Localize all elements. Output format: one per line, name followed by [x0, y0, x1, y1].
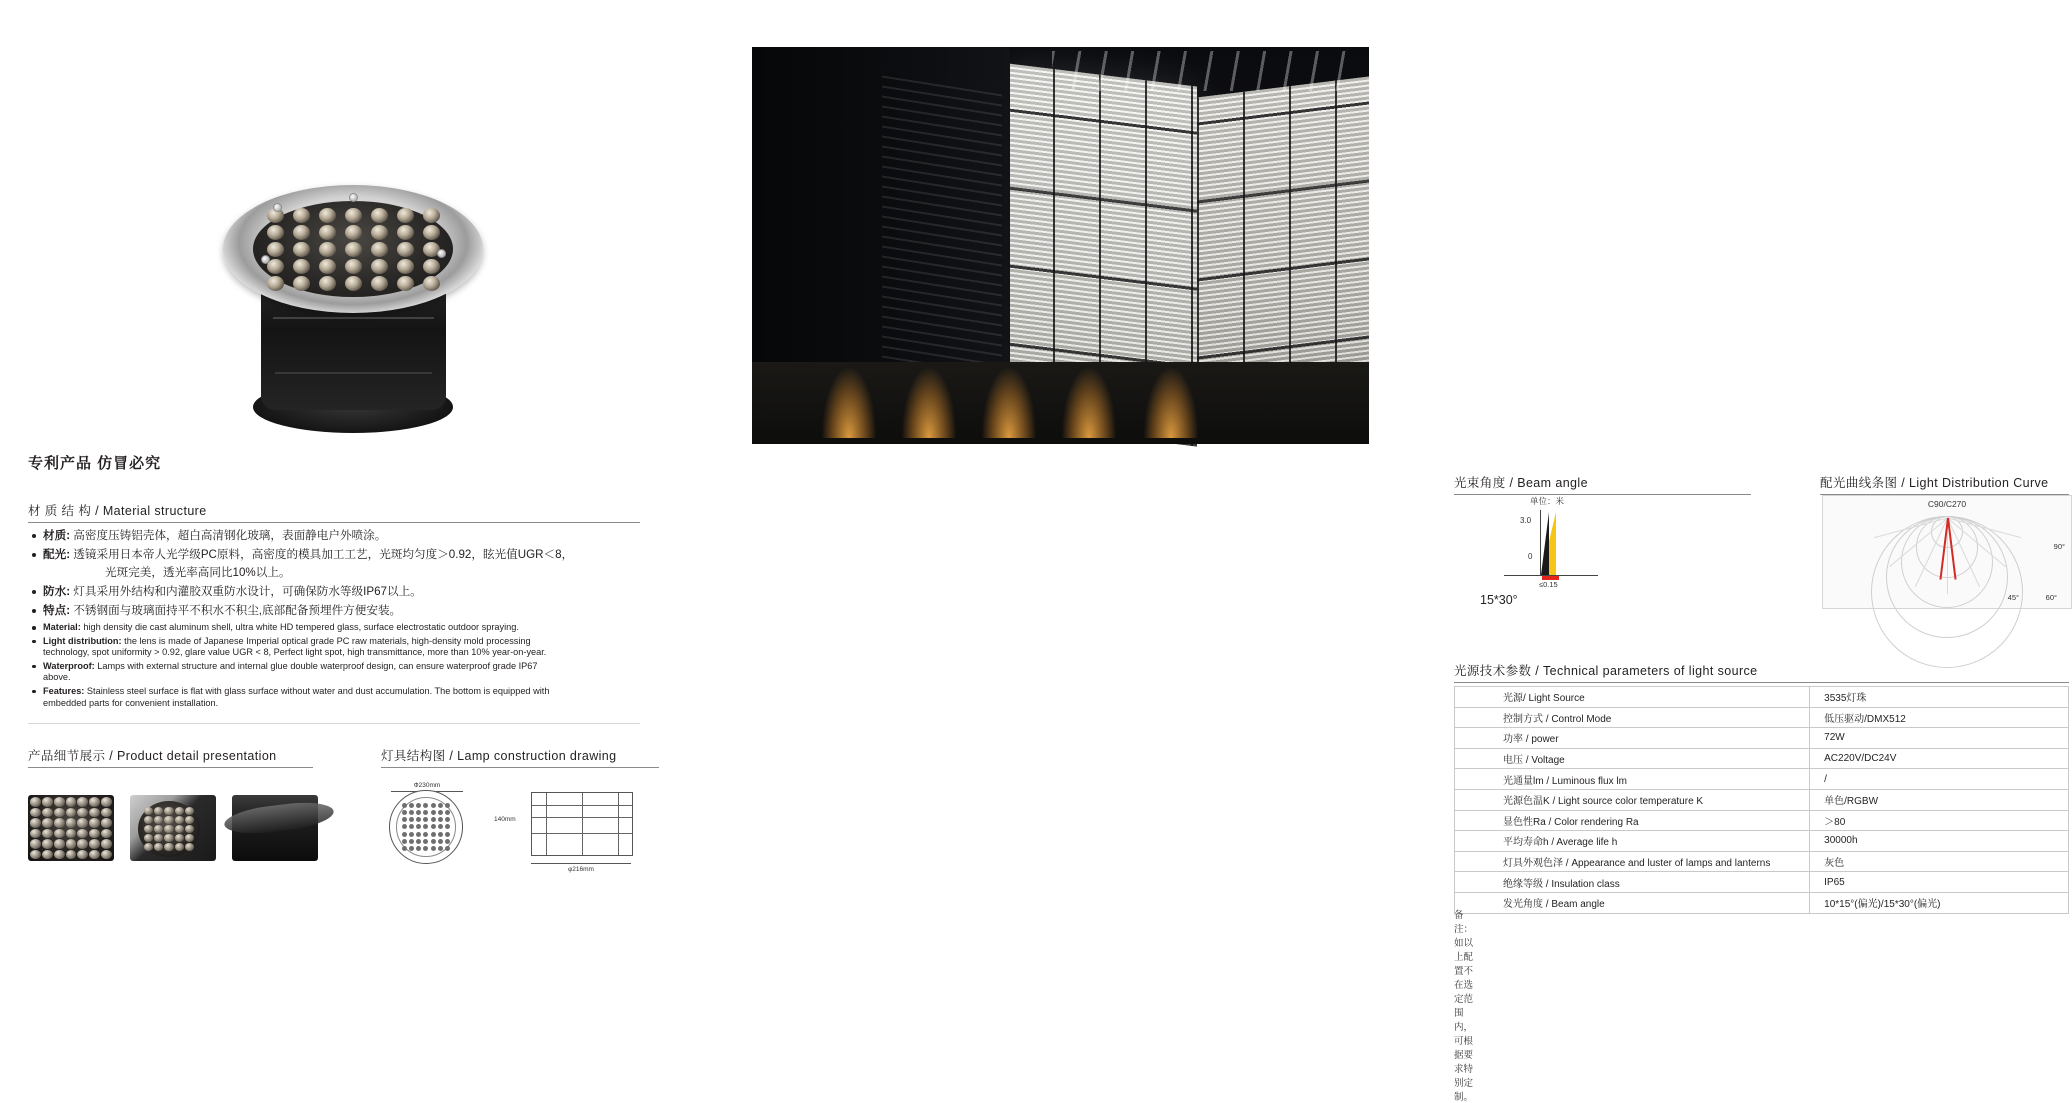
led: [397, 225, 414, 240]
param-value: 10*15°(偏光)/15*30°(偏光): [1810, 892, 2069, 913]
beam-footprint-label: ≤0.15: [1539, 580, 1558, 589]
drawing-top-view: [389, 790, 463, 864]
curve-axis-90-label: 90°: [2053, 542, 2065, 551]
point-text-continued: 光斑完美，透光率高同比10%以上。: [105, 565, 291, 579]
beam-angle-heading-text: 光束角度 / Beam angle: [1454, 476, 1588, 490]
top-diameter-label: Ф230mm: [413, 782, 441, 789]
point-label: Material:: [43, 622, 81, 632]
param-value: 30000h: [1810, 831, 2069, 852]
point-label: 防水:: [43, 584, 71, 598]
point-text: 灯具采用外结构和内灌胶双重防水设计，可确保防水等级IP67以上。: [73, 584, 422, 598]
param-key: 平均寿命h / Average life h: [1455, 831, 1810, 852]
uplight-glow: [1144, 368, 1198, 438]
lens-closeup: [138, 801, 200, 857]
led: [293, 259, 310, 274]
point-label: 材质:: [43, 529, 71, 542]
ring-screw: [437, 249, 446, 258]
material-points-cn: [30, 527, 650, 621]
light-distribution-heading: [1820, 473, 2069, 491]
ring-screw: [273, 203, 282, 212]
led: [319, 276, 336, 291]
led: [345, 259, 362, 274]
beam-core-shape: [1541, 512, 1549, 575]
lamp-construction-drawing: [381, 782, 651, 877]
left-column: [0, 0, 700, 942]
beam-angle-value: 15*30°: [1480, 593, 1518, 607]
led: [267, 276, 284, 291]
beam-angle-heading: [1454, 473, 1751, 491]
technical-parameters-heading: [1454, 661, 2069, 679]
roof-light-line: [1052, 51, 1352, 91]
led: [371, 208, 388, 223]
section-divider: [28, 723, 640, 724]
product-detail-heading: [28, 746, 313, 764]
led: [267, 242, 284, 257]
drawing-bottom-diameter: [531, 860, 631, 873]
param-value: IP65: [1810, 872, 2069, 893]
param-key: 光源色温K / Light source color temperature K: [1455, 789, 1810, 810]
led: [371, 242, 388, 257]
param-value: /: [1810, 769, 2069, 790]
param-value: 单色/RGBW: [1810, 789, 2069, 810]
ring-screw: [349, 193, 358, 202]
list-item: [30, 636, 550, 659]
led: [423, 225, 440, 240]
led: [397, 276, 414, 291]
drawing-height-label: 140mm: [494, 816, 516, 823]
bottom-diameter-label: φ216mm: [568, 866, 594, 873]
lamp-construction-heading-text: 灯具结构图 / Lamp construction drawing: [381, 749, 617, 763]
point-text: Stainless steel surface is flat with glass surface without water and dust accumulation. The bottom is equipped with embedded parts for convenient installation.: [43, 685, 550, 708]
detail-photo-fixture-angle: [130, 795, 216, 861]
product-detail-heading-text: 产品细节展示 / Product detail presentation: [28, 749, 277, 763]
list-item: [30, 602, 650, 620]
list-item: [30, 546, 650, 581]
led: [319, 259, 336, 274]
param-value: 3535灯珠: [1810, 687, 2069, 708]
table-row: [1455, 707, 2069, 728]
light-distribution-curve: [1822, 495, 2072, 609]
table-row: [1455, 769, 2069, 790]
param-key: 发光角度 / Beam angle: [1455, 892, 1810, 913]
table-row: [1455, 851, 2069, 872]
param-value: 72W: [1810, 728, 2069, 749]
led-grid: [144, 807, 194, 851]
uplight-glow: [1062, 368, 1116, 438]
param-key: 控制方式 / Control Mode: [1455, 707, 1810, 728]
detail-photo-lens-closeup: [28, 795, 114, 861]
heading-rule: [381, 767, 659, 768]
fixture-lens: [253, 201, 453, 297]
led: [345, 242, 362, 257]
light-distribution-heading-text: 配光曲线条图 / Light Distribution Curve: [1820, 476, 2049, 490]
point-text: high density die cast aluminum shell, ultra white HD tempered glass, surface electrostatic outdoor spraying.: [83, 622, 519, 632]
ground-plane: [752, 362, 1369, 444]
param-key: 光源/ Light Source: [1455, 687, 1810, 708]
point-label: Features:: [43, 685, 85, 696]
point-label: 特点:: [43, 603, 71, 617]
led: [293, 276, 310, 291]
product-detail-photos: [28, 795, 318, 863]
led: [293, 208, 310, 223]
list-item: [30, 686, 550, 709]
table-row: [1455, 872, 2069, 893]
table-row: [1455, 687, 2069, 708]
led: [293, 225, 310, 240]
table-row: [1455, 831, 2069, 852]
right-column: [700, 0, 2065, 1103]
point-text: 不锈钢面与玻璃面持平不积水不积尘,底部配备预埋件方便安装。: [73, 603, 402, 617]
uplight-glow: [902, 368, 956, 438]
param-key: 功率 / power: [1455, 728, 1810, 749]
ring-screw: [261, 255, 270, 264]
dimension-arrow: [531, 860, 631, 866]
lamp-construction-heading: [381, 746, 659, 764]
background-structure: [882, 67, 1002, 386]
beam-axis-zero-label: 0: [1528, 552, 1533, 561]
led: [267, 225, 284, 240]
fixture-led-array: [263, 208, 443, 290]
led: [319, 225, 336, 240]
technical-note: 备注：如以上配置不在选定范围内，可根据要求特别定制。: [1454, 910, 1474, 1103]
point-label: Waterproof:: [43, 660, 95, 671]
led: [319, 208, 336, 223]
led: [319, 242, 336, 257]
param-key: 绝缘等级 / Insulation class: [1455, 872, 1810, 893]
led: [397, 259, 414, 274]
list-item: [30, 622, 550, 634]
inground-light-fixture-illustration: [223, 185, 483, 435]
list-item: [30, 527, 650, 545]
heading-rule: [28, 767, 313, 768]
table-row: [1455, 810, 2069, 831]
technical-parameters-table: [1454, 686, 2069, 914]
led: [345, 225, 362, 240]
curve-axis-45-label: 45°: [2007, 593, 2019, 602]
detail-photo-housing: [232, 795, 318, 861]
param-key: 电压 / Voltage: [1455, 748, 1810, 769]
beam-unit-label: 单位：米: [1530, 496, 1565, 506]
point-text: the lens is made of Japanese Imperial optical grade PC raw materials, high-density mold processing technology, spot uniformity > 0.92, glare value UGR < 8, Perfect light spot, high transmittance, more than 10% year-on-year.: [43, 635, 547, 658]
patent-title: 专利产品 仿冒必究: [28, 455, 162, 472]
led: [371, 225, 388, 240]
curve-plane-label: C90/C270: [1927, 499, 1967, 509]
param-value: 灰色: [1810, 851, 2069, 872]
point-text: 透镜采用日本帝人光学级PC原料，高密度的模具加工工艺，光斑均匀度＞0.92，眩光值UGR＜8，: [73, 548, 574, 561]
point-text: Lamps with external structure and internal glue double waterproof design, can ensure waterproof grade IP67 above.: [43, 660, 538, 683]
application-scene-photo: [752, 47, 1369, 444]
heading-rule: [1454, 682, 2069, 683]
drawing-led-layout: [396, 797, 456, 857]
material-structure-heading-text: 材 质 结 构 / Material structure: [28, 504, 207, 518]
led: [423, 276, 440, 291]
list-item: [30, 583, 650, 601]
material-structure-heading: [28, 501, 640, 519]
param-key: 灯具外观色泽 / Appearance and luster of lamps and lanterns: [1455, 851, 1810, 872]
point-label: Light distribution:: [43, 635, 122, 646]
beam-axis-top-label: 3.0: [1520, 516, 1532, 525]
led: [293, 242, 310, 257]
heading-rule: [28, 522, 640, 523]
uplight-glow: [822, 368, 876, 438]
technical-parameters-heading-text: 光源技术参数 / Technical parameters of light source: [1454, 664, 1758, 678]
param-key: 显色性Ra / Color rendering Ra: [1455, 810, 1810, 831]
param-value: ＞80: [1810, 810, 2069, 831]
beam-angle-diagram: [1454, 492, 1754, 612]
point-text: 高密度压铸铝壳体，超白高清钢化玻璃，表面静电户外喷涂。: [73, 529, 387, 542]
led: [345, 208, 362, 223]
param-value: 低压驱动/DMX512: [1810, 707, 2069, 728]
point-label: 配光:: [43, 548, 71, 561]
material-points-en: [30, 622, 550, 711]
led: [345, 276, 362, 291]
param-key: 光通量lm / Luminous flux lm: [1455, 769, 1810, 790]
led-grid: [30, 797, 112, 859]
curve-axis-60-label: 60°: [2045, 593, 2057, 602]
led: [371, 259, 388, 274]
led: [397, 242, 414, 257]
table-row: [1455, 789, 2069, 810]
table-row: [1455, 748, 2069, 769]
led: [423, 208, 440, 223]
polar-grid: [1872, 516, 2022, 602]
led: [423, 259, 440, 274]
product-hero-image: [28, 10, 668, 435]
led: [371, 276, 388, 291]
list-item: [30, 661, 550, 684]
drawing-section-view: [531, 792, 633, 856]
table-row: [1455, 728, 2069, 749]
param-value: AC220V/DC24V: [1810, 748, 2069, 769]
led: [397, 208, 414, 223]
uplight-glow: [982, 368, 1036, 438]
table-row: [1455, 892, 2069, 913]
